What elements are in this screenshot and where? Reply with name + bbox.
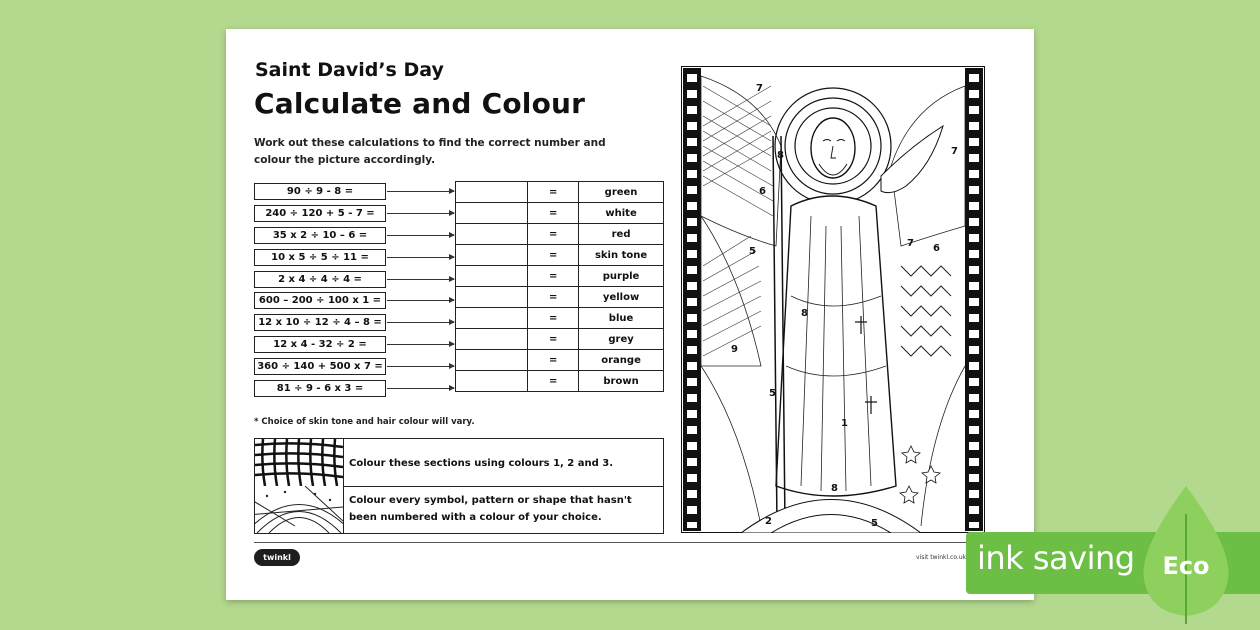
arrow-icon xyxy=(387,366,454,367)
colour-cell: purple xyxy=(579,266,664,287)
equals-cell: = xyxy=(528,308,579,329)
eco-label: Eco xyxy=(1162,552,1210,580)
svg-text:6: 6 xyxy=(759,186,766,197)
calculation-box: 360 ÷ 140 + 500 x 7 = xyxy=(254,358,386,375)
svg-text:7: 7 xyxy=(756,83,763,94)
svg-text:5: 5 xyxy=(749,246,756,257)
svg-text:8: 8 xyxy=(831,483,838,494)
table-row xyxy=(456,308,664,329)
calculation-box: 600 – 200 ÷ 100 x 1 = xyxy=(254,292,386,309)
grid-pattern-sample xyxy=(255,439,344,487)
calculation-box: 240 ÷ 120 + 5 - 7 = xyxy=(254,205,386,222)
twinkl-logo: twinkl xyxy=(254,549,300,566)
equals-cell: = xyxy=(528,182,579,203)
svg-text:7: 7 xyxy=(907,238,914,249)
answer-cell[interactable] xyxy=(456,245,528,266)
table-row xyxy=(456,224,664,245)
calculation-box: 10 x 5 ÷ 5 ÷ 11 = xyxy=(254,249,386,266)
arrow-icon xyxy=(387,213,454,214)
arrow-icon xyxy=(387,279,454,280)
svg-text:2: 2 xyxy=(765,516,772,527)
table-row xyxy=(456,287,664,308)
answer-cell[interactable] xyxy=(456,308,528,329)
colour-cell: green xyxy=(579,182,664,203)
key-instruction-2: Colour every symbol, pattern or shape that hasn't been numbered with a colour of your choice. xyxy=(349,495,632,523)
table-row xyxy=(456,266,664,287)
footer-divider xyxy=(254,542,1004,543)
arrow-icon xyxy=(387,300,454,301)
answer-cell[interactable] xyxy=(456,371,528,392)
svg-text:1: 1 xyxy=(841,418,848,429)
equals-cell: = xyxy=(528,329,579,350)
colour-cell: red xyxy=(579,224,664,245)
equals-cell: = xyxy=(528,245,579,266)
colour-cell: yellow xyxy=(579,287,664,308)
calculation-box: 12 x 4 - 32 ÷ 2 = xyxy=(254,336,386,353)
equals-cell: = xyxy=(528,287,579,308)
arrow-icon xyxy=(387,344,454,345)
arrow-icon xyxy=(387,191,454,192)
arrow-icon xyxy=(387,257,454,258)
table-row xyxy=(456,182,664,203)
table-row xyxy=(456,203,664,224)
equals-cell: = xyxy=(528,203,579,224)
table-row xyxy=(456,329,664,350)
footer-url: visit twinkl.co.uk xyxy=(916,554,967,561)
worksheet-instructions: Work out these calculations to find the correct number and colour the picture accordingly. xyxy=(254,137,606,166)
colour-cell: white xyxy=(579,203,664,224)
equals-cell: = xyxy=(528,266,579,287)
arrow-icon xyxy=(387,388,454,389)
colour-key xyxy=(254,438,664,534)
colour-cell: skin tone xyxy=(579,245,664,266)
worksheet-page xyxy=(226,29,1034,600)
calculation-box: 90 ÷ 9 - 8 = xyxy=(254,183,386,200)
svg-text:5: 5 xyxy=(769,388,776,399)
answer-table xyxy=(455,181,664,392)
calculation-box: 12 x 10 ÷ 12 ÷ 4 – 8 = xyxy=(254,314,386,331)
table-row xyxy=(456,371,664,392)
colour-cell: brown xyxy=(579,371,664,392)
calculation-box: 35 x 2 ÷ 10 – 6 = xyxy=(254,227,386,244)
svg-text:9: 9 xyxy=(731,344,738,355)
worksheet-title: Calculate and Colour xyxy=(254,87,586,120)
arrow-icon xyxy=(387,322,454,323)
answer-cell[interactable] xyxy=(456,224,528,245)
answer-cell[interactable] xyxy=(456,287,528,308)
halo-pattern-sample xyxy=(255,486,344,533)
colour-cell: orange xyxy=(579,350,664,371)
svg-text:8: 8 xyxy=(801,308,808,319)
table-row xyxy=(456,350,664,371)
calculation-box: 81 ÷ 9 - 6 x 3 = xyxy=(254,380,386,397)
arrow-icon xyxy=(387,235,454,236)
key-instruction-1: Colour these sections using colours 1, 2 and 3. xyxy=(349,458,614,469)
equals-cell: = xyxy=(528,371,579,392)
ink-saving-label: ink saving xyxy=(977,539,1135,577)
answer-cell[interactable] xyxy=(456,203,528,224)
colour-cell: grey xyxy=(579,329,664,350)
svg-text:7: 7 xyxy=(951,146,958,157)
equals-cell: = xyxy=(528,224,579,245)
svg-text:6: 6 xyxy=(933,243,940,254)
answer-cell[interactable] xyxy=(456,182,528,203)
eco-leaf-icon xyxy=(1138,484,1234,624)
svg-text:8: 8 xyxy=(777,150,784,161)
answer-cell[interactable] xyxy=(456,350,528,371)
footnote: * Choice of skin tone and hair colour will vary. xyxy=(254,417,475,427)
svg-text:5: 5 xyxy=(871,518,878,529)
equals-cell: = xyxy=(528,350,579,371)
key-divider xyxy=(343,486,663,487)
table-row xyxy=(456,245,664,266)
answer-cell[interactable] xyxy=(456,329,528,350)
answer-cell[interactable] xyxy=(456,266,528,287)
colour-cell: blue xyxy=(579,308,664,329)
worksheet-subtitle: Saint David’s Day xyxy=(255,59,444,81)
saint-david-colouring-picture xyxy=(681,66,985,533)
calculation-box: 2 x 4 ÷ 4 ÷ 4 = xyxy=(254,271,386,288)
